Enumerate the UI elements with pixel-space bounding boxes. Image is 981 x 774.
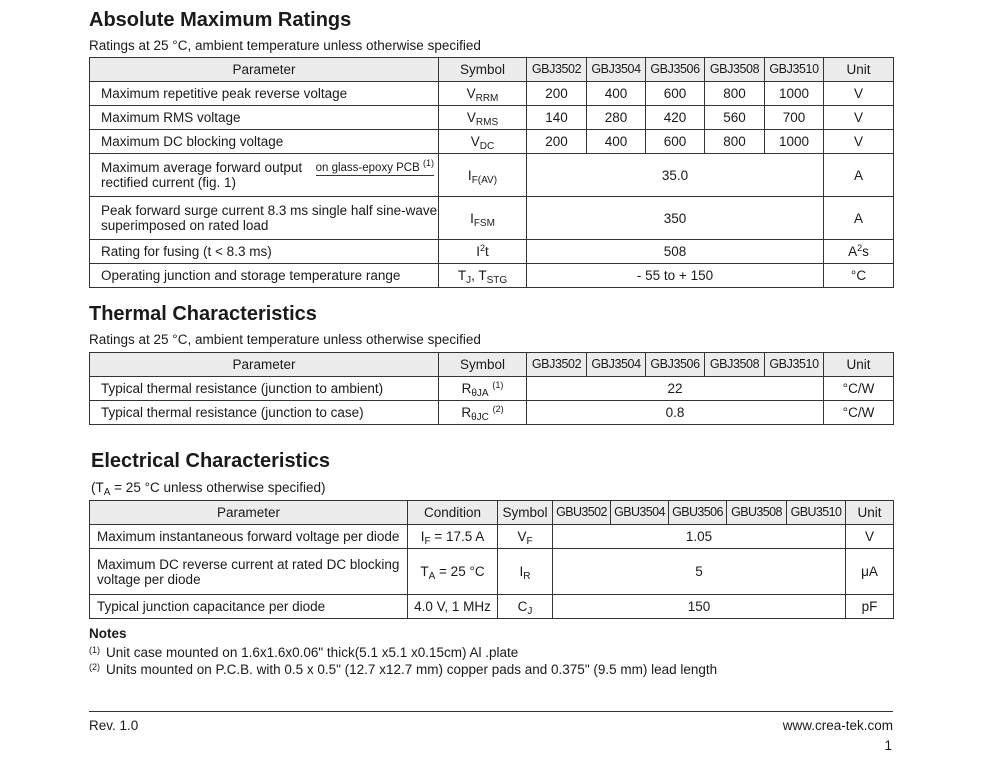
value-cell: 140 xyxy=(527,106,587,130)
symbol-cell: $C_J$ xyxy=(498,595,553,619)
unit-cell: °C xyxy=(824,264,894,288)
abs-title: Absolute Maximum Ratings xyxy=(89,9,352,31)
condition-cell: $T_A = 25$ °C xyxy=(408,549,498,595)
thermal-title: Thermal Characteristics xyxy=(89,303,317,325)
value-cell: 560 xyxy=(705,106,765,130)
thermal-subtitle: Ratings at 25 °C, ambient temperature unless otherwise specified xyxy=(89,332,481,347)
electrical-subtitle: ($T_A = 25$ °C unless otherwise specified) xyxy=(91,480,326,498)
value-cell: 1.05 xyxy=(553,525,846,549)
symbol-cell: $I_{FSM}$ xyxy=(439,197,527,240)
param-cell: Typical thermal resistance (junction to ambient) xyxy=(90,377,439,401)
electrical-header-condition: Condition xyxy=(408,501,498,525)
electrical-header-model: GBU3506 xyxy=(669,501,727,525)
thermal-table xyxy=(89,352,894,425)
value-cell: 508 xyxy=(527,240,824,264)
value-cell: 1000 xyxy=(765,130,824,154)
unit-cell: V xyxy=(824,82,894,106)
value-cell: 200 xyxy=(527,82,587,106)
symbol-cell: $I^2t$ xyxy=(439,240,527,264)
table-row xyxy=(90,130,894,154)
thermal-header-model: GBJ3504 xyxy=(587,353,646,377)
value-cell: 400 xyxy=(587,82,646,106)
value-cell: 150 xyxy=(553,595,846,619)
table-row xyxy=(90,82,894,106)
value-cell: 5 xyxy=(553,549,846,595)
symbol-cell: $I_R$ xyxy=(498,549,553,595)
param-cell: Maximum instantaneous forward voltage per diode xyxy=(90,525,408,549)
table-row xyxy=(90,106,894,130)
value-cell: - 55 to + 150 xyxy=(527,264,824,288)
param-cell: Typical thermal resistance (junction to case) xyxy=(90,401,439,425)
param-cell: Maximum DC blocking voltage xyxy=(90,130,439,154)
page-number: 1 xyxy=(884,738,892,753)
electrical-header-symbol: Symbol xyxy=(498,501,553,525)
website-link[interactable]: www.crea-tek.com xyxy=(782,718,893,733)
unit-cell: °C/W xyxy=(824,401,894,425)
value-cell: 200 xyxy=(527,130,587,154)
value-cell: 700 xyxy=(765,106,824,130)
symbol-cell: $V_F$ xyxy=(498,525,553,549)
abs-table xyxy=(89,57,894,288)
unit-cell: V xyxy=(846,525,894,549)
table-row xyxy=(90,549,894,595)
table-row xyxy=(90,401,894,425)
electrical-header-model: GBU3510 xyxy=(787,501,846,525)
param-cell: Maximum RMS voltage xyxy=(90,106,439,130)
symbol-cell: $V_{RMS}$ xyxy=(439,106,527,130)
param-cell: Operating junction and storage temperature range xyxy=(90,264,439,288)
thermal-header-model: GBJ3506 xyxy=(646,353,705,377)
param-cell: Maximum repetitive peak reverse voltage xyxy=(90,82,439,106)
unit-cell: μA xyxy=(846,549,894,595)
abs-header-parameter: Parameter xyxy=(90,58,439,82)
table-row xyxy=(90,525,894,549)
footer-divider xyxy=(89,711,893,712)
param-cell: Maximum DC reverse current at rated DC blocking voltage per diode xyxy=(90,549,408,595)
value-cell: 800 xyxy=(705,130,765,154)
unit-cell: $A^2s$ xyxy=(824,240,894,264)
thermal-header-model: GBJ3510 xyxy=(765,353,824,377)
param-cell: Typical junction capacitance per diode xyxy=(90,595,408,619)
electrical-header-model: GBU3502 xyxy=(553,501,611,525)
condition-cell: 4.0 V, 1 MHz xyxy=(408,595,498,619)
param-cell: Peak forward surge current 8.3 ms single half sine-wave superimposed on rated load xyxy=(90,197,439,240)
abs-header-model: GBJ3502 xyxy=(527,58,587,82)
electrical-header-unit: Unit xyxy=(846,501,894,525)
table-row xyxy=(90,264,894,288)
value-cell: 420 xyxy=(646,106,705,130)
symbol-cell: $V_{RRM}$ xyxy=(439,82,527,106)
abs-header-model: GBJ3504 xyxy=(587,58,646,82)
abs-header-model: GBJ3510 xyxy=(765,58,824,82)
value-cell: 350 xyxy=(527,197,824,240)
value-cell: 0.8 xyxy=(527,401,824,425)
value-cell: 1000 xyxy=(765,82,824,106)
unit-cell: pF xyxy=(846,595,894,619)
thermal-header-model: GBJ3508 xyxy=(705,353,765,377)
revision-label: Rev. 1.0 xyxy=(89,718,139,733)
value-cell: 22 xyxy=(527,377,824,401)
note-item: $^{(1)}$ Unit case mounted on 1.6x1.6x0.06" thick(5.1 x5.1 x0.15cm) Al .plate xyxy=(89,645,519,660)
symbol-cell: $R_{\theta JA}$ $^{(1)}$ xyxy=(439,377,527,401)
electrical-header-model: GBU3504 xyxy=(611,501,669,525)
unit-cell: °C/W xyxy=(824,377,894,401)
unit-cell: A xyxy=(824,154,894,197)
condition-note: on glass-epoxy PCB $^{(1)}$ xyxy=(315,158,434,174)
abs-subtitle: Ratings at 25 °C, ambient temperature unless otherwise specified xyxy=(89,38,481,53)
unit-cell: V xyxy=(824,130,894,154)
thermal-header-symbol: Symbol xyxy=(439,353,527,377)
unit-cell: A xyxy=(824,197,894,240)
table-row xyxy=(90,197,894,240)
abs-header-unit: Unit xyxy=(824,58,894,82)
value-cell: 600 xyxy=(646,130,705,154)
table-row xyxy=(90,595,894,619)
abs-header-model: GBJ3508 xyxy=(705,58,765,82)
abs-header-symbol: Symbol xyxy=(439,58,527,82)
notes-title: Notes xyxy=(89,626,127,641)
unit-cell: V xyxy=(824,106,894,130)
symbol-cell: $T_J$, $T_{STG}$ xyxy=(439,264,527,288)
param-cell: Maximum average forward output rectified current (fig. 1) on glass-epoxy PCB $^{(1)}$ xyxy=(90,154,439,197)
thermal-header-model: GBJ3502 xyxy=(527,353,587,377)
symbol-cell: $I_{F(AV)}$ xyxy=(439,154,527,197)
thermal-header-unit: Unit xyxy=(824,353,894,377)
value-cell: 800 xyxy=(705,82,765,106)
electrical-table xyxy=(89,500,894,619)
value-cell: 35.0 xyxy=(527,154,824,197)
note-item: $^{(2)}$ Units mounted on P.C.B. with 0.5 x 0.5" (12.7 x12.7 mm) copper pads and 0.375" (9.5 mm) lead length xyxy=(89,662,718,677)
table-row xyxy=(90,154,894,197)
table-row xyxy=(90,377,894,401)
electrical-title: Electrical Characteristics xyxy=(91,450,331,472)
electrical-header-parameter: Parameter xyxy=(90,501,408,525)
value-cell: 280 xyxy=(587,106,646,130)
electrical-header-model: GBU3508 xyxy=(727,501,787,525)
abs-header-model: GBJ3506 xyxy=(646,58,705,82)
param-cell: Rating for fusing (t < 8.3 ms) xyxy=(90,240,439,264)
symbol-cell: $V_{DC}$ xyxy=(439,130,527,154)
table-row xyxy=(90,240,894,264)
condition-cell: $I_F = 17.5$ A xyxy=(408,525,498,549)
thermal-header-parameter: Parameter xyxy=(90,353,439,377)
symbol-cell: $R_{\theta JC}$ $^{(2)}$ xyxy=(439,401,527,425)
value-cell: 400 xyxy=(587,130,646,154)
value-cell: 600 xyxy=(646,82,705,106)
